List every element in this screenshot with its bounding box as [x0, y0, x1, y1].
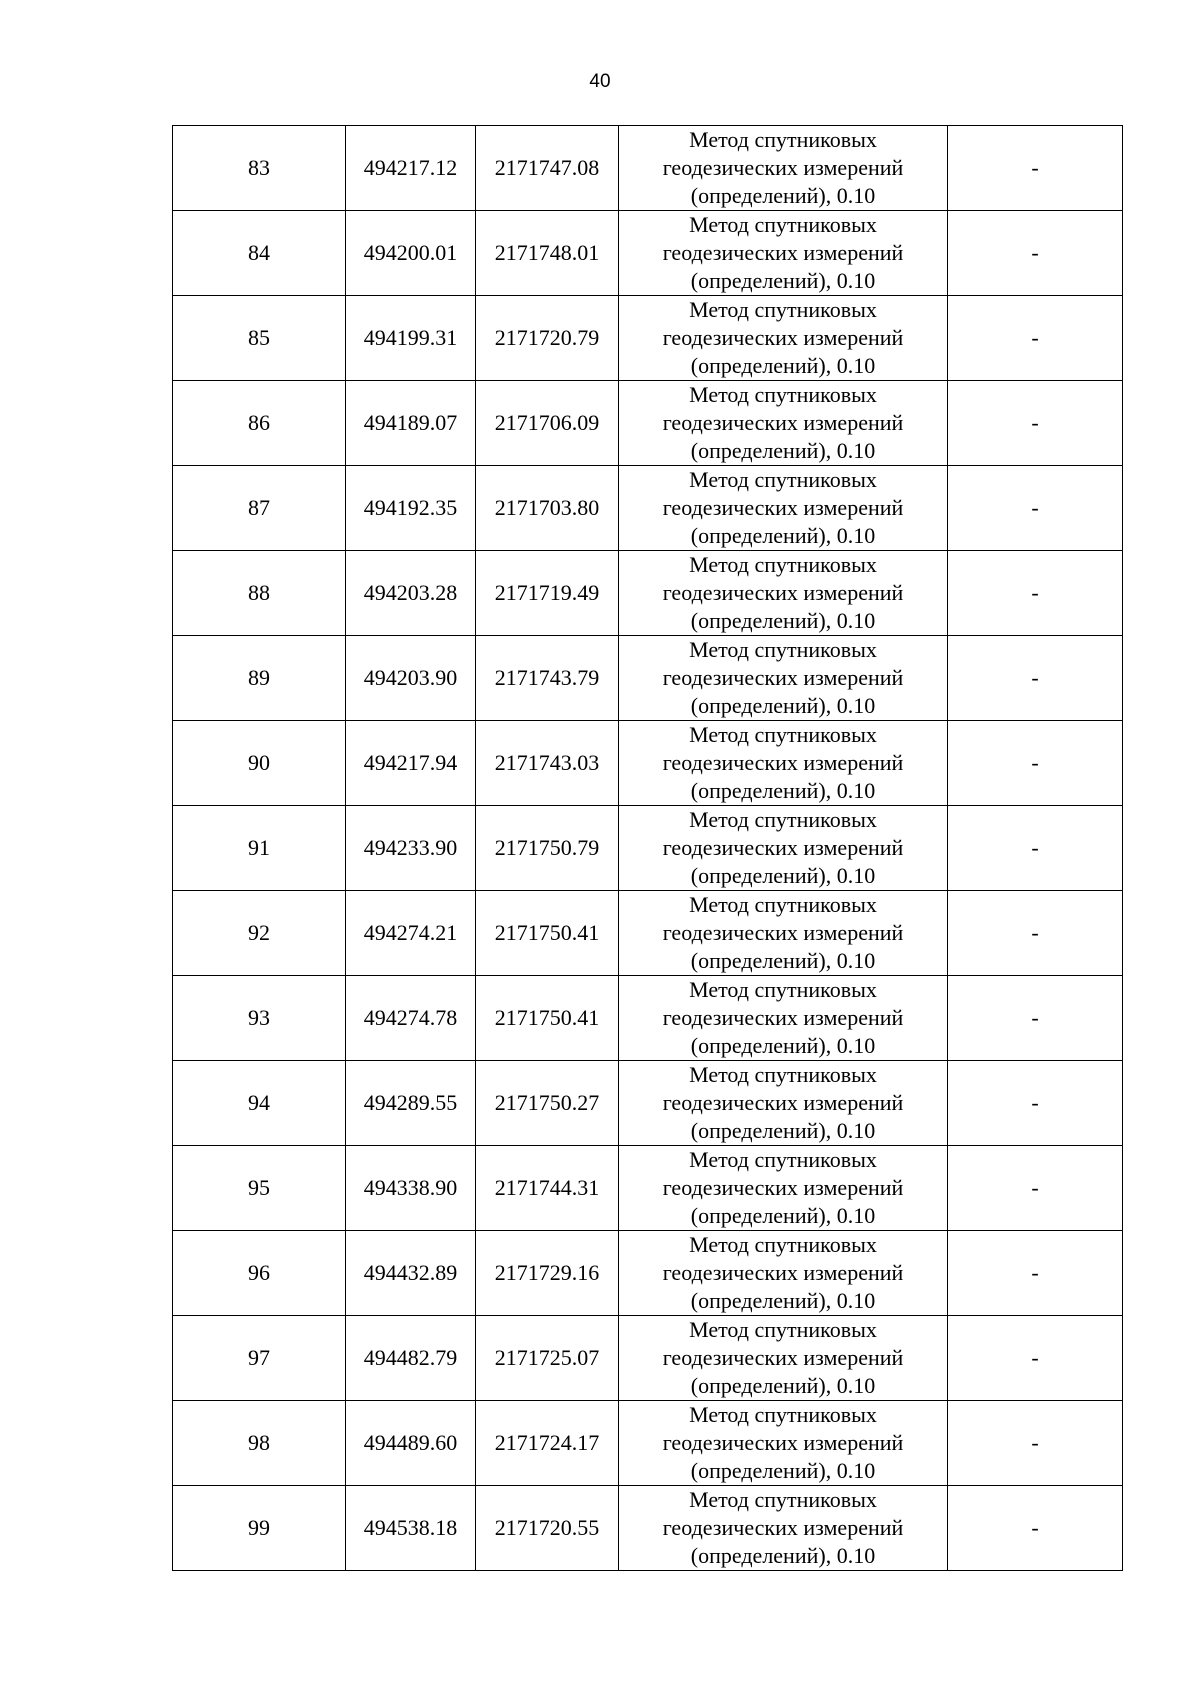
method-text-line: Метод спутниковых	[689, 127, 877, 152]
x-coordinate-cell: 494189.07	[346, 381, 476, 466]
x-coordinate-cell: 494217.94	[346, 721, 476, 806]
point-number-cell: 89	[173, 636, 346, 721]
method-text-line: Метод спутниковых	[689, 1317, 877, 1342]
method-cell	[619, 1316, 948, 1401]
method-text-line: (определений), 0.10	[690, 693, 876, 718]
method-text-line: (определений), 0.10	[690, 1203, 876, 1228]
method-text-line: геодезических измерений	[662, 580, 904, 605]
method-text-line: геодезических измерений	[662, 495, 904, 520]
method-text-line: Метод спутниковых	[689, 977, 877, 1002]
method-text-line: (определений), 0.10	[690, 438, 876, 463]
table-row	[173, 1231, 1123, 1316]
method-text-line: (определений), 0.10	[690, 1033, 876, 1058]
table-row	[173, 636, 1123, 721]
y-coordinate-cell: 2171706.09	[476, 381, 619, 466]
point-number-cell: 95	[173, 1146, 346, 1231]
method-text-line: Метод спутниковых	[689, 297, 877, 322]
method-text-line: (определений), 0.10	[690, 948, 876, 973]
method-cell	[619, 1061, 948, 1146]
table-row	[173, 891, 1123, 976]
point-number-cell: 94	[173, 1061, 346, 1146]
note-cell: -	[948, 126, 1123, 211]
table-row	[173, 1486, 1123, 1571]
method-text-line: Метод спутниковых	[689, 807, 877, 832]
method-text-line: (определений), 0.10	[690, 523, 876, 548]
y-coordinate-cell: 2171719.49	[476, 551, 619, 636]
note-cell: -	[948, 211, 1123, 296]
point-number-cell: 83	[173, 126, 346, 211]
method-text-line: геодезических измерений	[662, 325, 904, 350]
method-cell	[619, 551, 948, 636]
note-cell: -	[948, 551, 1123, 636]
table-row	[173, 296, 1123, 381]
x-coordinate-cell: 494432.89	[346, 1231, 476, 1316]
coordinates-table	[172, 125, 1123, 1571]
point-number-cell: 99	[173, 1486, 346, 1571]
x-coordinate-cell: 494203.90	[346, 636, 476, 721]
method-text-line: Метод спутниковых	[689, 1147, 877, 1172]
y-coordinate-cell: 2171724.17	[476, 1401, 619, 1486]
method-text-line: геодезических измерений	[662, 240, 904, 265]
table-row	[173, 806, 1123, 891]
note-cell: -	[948, 891, 1123, 976]
table-row	[173, 1401, 1123, 1486]
method-text-line: (определений), 0.10	[690, 268, 876, 293]
note-cell: -	[948, 976, 1123, 1061]
method-cell	[619, 1486, 948, 1571]
method-text-line: (определений), 0.10	[690, 1118, 876, 1143]
y-coordinate-cell: 2171725.07	[476, 1316, 619, 1401]
method-text-line: (определений), 0.10	[690, 353, 876, 378]
method-cell	[619, 891, 948, 976]
page-number: 40	[589, 71, 611, 92]
note-cell: -	[948, 1486, 1123, 1571]
method-text-line: Метод спутниковых	[689, 722, 877, 747]
table-row	[173, 126, 1123, 211]
y-coordinate-cell: 2171743.03	[476, 721, 619, 806]
y-coordinate-cell: 2171720.55	[476, 1486, 619, 1571]
y-coordinate-cell: 2171750.41	[476, 891, 619, 976]
method-text-line: (определений), 0.10	[690, 1543, 876, 1568]
method-cell	[619, 721, 948, 806]
note-cell: -	[948, 1146, 1123, 1231]
table-row	[173, 721, 1123, 806]
method-cell	[619, 211, 948, 296]
x-coordinate-cell: 494192.35	[346, 466, 476, 551]
note-cell: -	[948, 721, 1123, 806]
method-text-line: геодезических измерений	[662, 835, 904, 860]
method-text-line: геодезических измерений	[662, 665, 904, 690]
x-coordinate-cell: 494217.12	[346, 126, 476, 211]
method-text-line: Метод спутниковых	[689, 382, 877, 407]
method-text-line: (определений), 0.10	[690, 1288, 876, 1313]
method-text-line: (определений), 0.10	[690, 1373, 876, 1398]
method-text-line: геодезических измерений	[662, 1005, 904, 1030]
table-row	[173, 976, 1123, 1061]
method-cell	[619, 1146, 948, 1231]
y-coordinate-cell: 2171750.27	[476, 1061, 619, 1146]
y-coordinate-cell: 2171744.31	[476, 1146, 619, 1231]
method-text-line: геодезических измерений	[662, 1175, 904, 1200]
x-coordinate-cell: 494200.01	[346, 211, 476, 296]
table-row	[173, 211, 1123, 296]
method-text-line: (определений), 0.10	[690, 778, 876, 803]
point-number-cell: 98	[173, 1401, 346, 1486]
method-text-line: геодезических измерений	[662, 155, 904, 180]
x-coordinate-cell: 494233.90	[346, 806, 476, 891]
point-number-cell: 91	[173, 806, 346, 891]
table-row	[173, 381, 1123, 466]
x-coordinate-cell: 494489.60	[346, 1401, 476, 1486]
note-cell: -	[948, 806, 1123, 891]
note-cell: -	[948, 466, 1123, 551]
method-cell	[619, 296, 948, 381]
method-cell	[619, 126, 948, 211]
note-cell: -	[948, 381, 1123, 466]
y-coordinate-cell: 2171729.16	[476, 1231, 619, 1316]
point-number-cell: 90	[173, 721, 346, 806]
x-coordinate-cell: 494338.90	[346, 1146, 476, 1231]
point-number-cell: 86	[173, 381, 346, 466]
method-text-line: (определений), 0.10	[690, 608, 876, 633]
table-row	[173, 1316, 1123, 1401]
note-cell: -	[948, 1061, 1123, 1146]
point-number-cell: 87	[173, 466, 346, 551]
method-text-line: Метод спутниковых	[689, 1487, 877, 1512]
y-coordinate-cell: 2171743.79	[476, 636, 619, 721]
method-text-line: (определений), 0.10	[690, 863, 876, 888]
method-text-line: Метод спутниковых	[689, 1232, 877, 1257]
method-text-line: Метод спутниковых	[689, 467, 877, 492]
point-number-cell: 96	[173, 1231, 346, 1316]
coordinates-table-body	[173, 126, 1123, 1571]
method-text-line: Метод спутниковых	[689, 1062, 877, 1087]
method-text-line: Метод спутниковых	[689, 637, 877, 662]
method-text-line: Метод спутниковых	[689, 552, 877, 577]
table-row	[173, 551, 1123, 636]
method-text-line: геодезических измерений	[662, 410, 904, 435]
y-coordinate-cell: 2171720.79	[476, 296, 619, 381]
point-number-cell: 93	[173, 976, 346, 1061]
point-number-cell: 92	[173, 891, 346, 976]
method-cell	[619, 381, 948, 466]
y-coordinate-cell: 2171750.41	[476, 976, 619, 1061]
y-coordinate-cell: 2171747.08	[476, 126, 619, 211]
method-text-line: Метод спутниковых	[689, 892, 877, 917]
x-coordinate-cell: 494482.79	[346, 1316, 476, 1401]
method-text-line: Метод спутниковых	[689, 212, 877, 237]
method-text-line: геодезических измерений	[662, 920, 904, 945]
point-number-cell: 97	[173, 1316, 346, 1401]
method-text-line: Метод спутниковых	[689, 1402, 877, 1427]
method-text-line: геодезических измерений	[662, 1260, 904, 1285]
table-row	[173, 466, 1123, 551]
y-coordinate-cell: 2171750.79	[476, 806, 619, 891]
x-coordinate-cell: 494274.78	[346, 976, 476, 1061]
method-text-line: (определений), 0.10	[690, 183, 876, 208]
note-cell: -	[948, 1231, 1123, 1316]
x-coordinate-cell: 494538.18	[346, 1486, 476, 1571]
method-text-line: геодезических измерений	[662, 750, 904, 775]
table-row	[173, 1061, 1123, 1146]
method-cell	[619, 806, 948, 891]
x-coordinate-cell: 494199.31	[346, 296, 476, 381]
method-cell	[619, 466, 948, 551]
x-coordinate-cell: 494203.28	[346, 551, 476, 636]
note-cell: -	[948, 296, 1123, 381]
point-number-cell: 85	[173, 296, 346, 381]
method-cell	[619, 976, 948, 1061]
method-text-line: геодезических измерений	[662, 1345, 904, 1370]
x-coordinate-cell: 494274.21	[346, 891, 476, 976]
y-coordinate-cell: 2171703.80	[476, 466, 619, 551]
point-number-cell: 88	[173, 551, 346, 636]
method-text-line: (определений), 0.10	[690, 1458, 876, 1483]
note-cell: -	[948, 1316, 1123, 1401]
y-coordinate-cell: 2171748.01	[476, 211, 619, 296]
method-text-line: геодезических измерений	[662, 1090, 904, 1115]
note-cell: -	[948, 1401, 1123, 1486]
point-number-cell: 84	[173, 211, 346, 296]
x-coordinate-cell: 494289.55	[346, 1061, 476, 1146]
note-cell: -	[948, 636, 1123, 721]
table-row	[173, 1146, 1123, 1231]
method-text-line: геодезических измерений	[662, 1515, 904, 1540]
method-cell	[619, 1401, 948, 1486]
method-text-line: геодезических измерений	[662, 1430, 904, 1455]
method-cell	[619, 1231, 948, 1316]
method-cell	[619, 636, 948, 721]
